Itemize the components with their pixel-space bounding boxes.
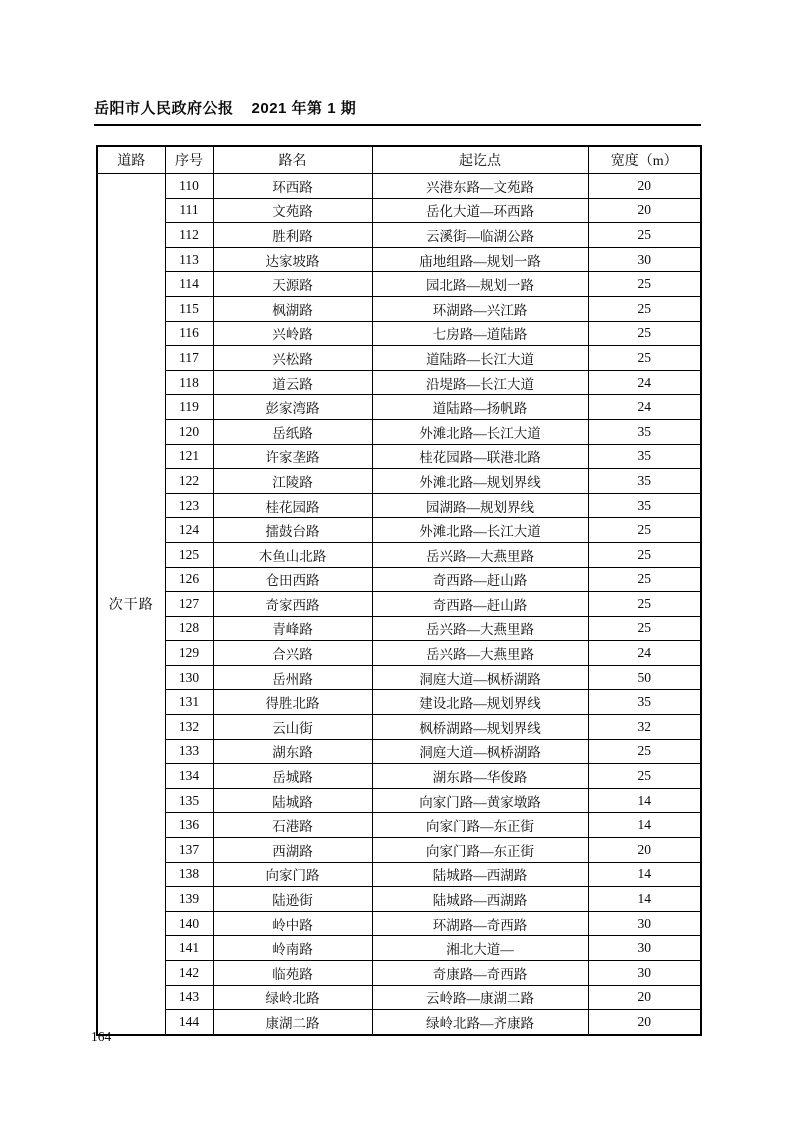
road-extent-cell: 环湖路—奇西路 (372, 911, 588, 936)
road-no-cell: 128 (165, 616, 213, 641)
table-row (97, 419, 701, 444)
road-name-cell: 石港路 (213, 813, 372, 838)
road-no-cell: 141 (165, 936, 213, 961)
road-width-cell: 24 (588, 370, 701, 395)
table-row (97, 198, 701, 223)
road-no-cell: 140 (165, 911, 213, 936)
road-no-cell: 142 (165, 961, 213, 986)
road-width-cell: 20 (588, 198, 701, 223)
road-extent-cell: 道陆路—长江大道 (372, 346, 588, 371)
table-row (97, 296, 701, 321)
road-name-cell: 岳城路 (213, 764, 372, 789)
road-extent-cell: 洞庭大道—枫桥湖路 (372, 739, 588, 764)
page-header (94, 97, 701, 126)
table-row (97, 961, 701, 986)
road-no-cell: 119 (165, 395, 213, 420)
table-row (97, 788, 701, 813)
table-row (97, 567, 701, 592)
table-row (97, 936, 701, 961)
road-no-cell: 113 (165, 247, 213, 272)
road-extent-cell: 岳兴路—大燕里路 (372, 616, 588, 641)
table-row (97, 813, 701, 838)
road-no-cell: 130 (165, 665, 213, 690)
road-extent-cell: 环湖路—兴江路 (372, 296, 588, 321)
table-row (97, 174, 701, 199)
table-row (97, 223, 701, 248)
road-no-cell: 132 (165, 715, 213, 740)
road-name-cell: 彭家湾路 (213, 395, 372, 420)
road-width-cell: 30 (588, 247, 701, 272)
road-no-cell: 111 (165, 198, 213, 223)
road-no-cell: 136 (165, 813, 213, 838)
road-name-cell: 湖东路 (213, 739, 372, 764)
road-category-cell: 次干路 (97, 174, 165, 1035)
road-name-cell: 岳纸路 (213, 419, 372, 444)
road-no-cell: 120 (165, 419, 213, 444)
road-no-cell: 134 (165, 764, 213, 789)
col-header-road: 道路 (97, 146, 165, 174)
road-name-cell: 青峰路 (213, 616, 372, 641)
road-no-cell: 126 (165, 567, 213, 592)
road-extent-cell: 向家门路—黄家墩路 (372, 788, 588, 813)
road-extent-cell: 湘北大道— (372, 936, 588, 961)
table-row (97, 247, 701, 272)
road-name-cell: 临苑路 (213, 961, 372, 986)
road-name-cell: 岭南路 (213, 936, 372, 961)
page-number: 164 (91, 1029, 112, 1044)
col-header-width: 宽度（m） (588, 146, 701, 174)
road-width-cell: 24 (588, 395, 701, 420)
road-width-cell: 30 (588, 911, 701, 936)
road-extent-cell: 兴港东路—文苑路 (372, 174, 588, 199)
table-row (97, 395, 701, 420)
road-no-cell: 137 (165, 838, 213, 863)
road-extent-cell: 园湖路—规划界线 (372, 493, 588, 518)
table-body (97, 174, 701, 1035)
road-extent-cell: 奇西路—赶山路 (372, 592, 588, 617)
road-no-cell: 124 (165, 518, 213, 543)
road-extent-cell: 道陆路—扬帆路 (372, 395, 588, 420)
road-extent-cell: 奇康路—奇西路 (372, 961, 588, 986)
road-width-cell: 25 (588, 764, 701, 789)
road-width-cell: 25 (588, 592, 701, 617)
road-width-cell: 25 (588, 616, 701, 641)
road-name-cell: 兴松路 (213, 346, 372, 371)
road-width-cell: 25 (588, 223, 701, 248)
road-extent-cell: 建设北路—规划界线 (372, 690, 588, 715)
road-extent-cell: 向家门路—东正街 (372, 838, 588, 863)
table-row (97, 542, 701, 567)
road-no-cell: 121 (165, 444, 213, 469)
road-no-cell: 115 (165, 296, 213, 321)
road-no-cell: 135 (165, 788, 213, 813)
road-extent-cell: 园北路—规划一路 (372, 272, 588, 297)
table-row (97, 838, 701, 863)
road-name-cell: 江陵路 (213, 469, 372, 494)
road-extent-cell: 岳化大道—环西路 (372, 198, 588, 223)
road-no-cell: 116 (165, 321, 213, 346)
road-width-cell: 35 (588, 419, 701, 444)
road-width-cell: 50 (588, 665, 701, 690)
table-row (97, 665, 701, 690)
table-row (97, 469, 701, 494)
road-name-cell: 道云路 (213, 370, 372, 395)
road-name-cell: 康湖二路 (213, 1010, 372, 1035)
road-extent-cell: 枫桥湖路—规划界线 (372, 715, 588, 740)
table-row (97, 887, 701, 912)
road-name-cell: 桂花园路 (213, 493, 372, 518)
road-width-cell: 20 (588, 838, 701, 863)
road-name-cell: 绿岭北路 (213, 985, 372, 1010)
road-width-cell: 14 (588, 788, 701, 813)
road-width-cell: 32 (588, 715, 701, 740)
table-row (97, 911, 701, 936)
road-no-cell: 122 (165, 469, 213, 494)
road-extent-cell: 外滩北路—长江大道 (372, 419, 588, 444)
col-header-name: 路名 (213, 146, 372, 174)
road-width-cell: 25 (588, 321, 701, 346)
road-name-cell: 向家门路 (213, 862, 372, 887)
road-extent-cell: 桂花园路—联港北路 (372, 444, 588, 469)
road-no-cell: 139 (165, 887, 213, 912)
road-name-cell: 岭中路 (213, 911, 372, 936)
road-no-cell: 129 (165, 641, 213, 666)
road-width-cell: 20 (588, 985, 701, 1010)
col-header-extent: 起讫点 (372, 146, 588, 174)
road-width-cell: 25 (588, 542, 701, 567)
road-width-cell: 30 (588, 936, 701, 961)
table-row (97, 444, 701, 469)
road-name-cell: 云山街 (213, 715, 372, 740)
road-name-cell: 陆逊街 (213, 887, 372, 912)
road-extent-cell: 庙地组路—规划一路 (372, 247, 588, 272)
road-width-cell: 14 (588, 887, 701, 912)
road-no-cell: 110 (165, 174, 213, 199)
road-no-cell: 123 (165, 493, 213, 518)
table-row (97, 346, 701, 371)
road-width-cell: 35 (588, 469, 701, 494)
road-extent-cell: 陆城路—西湖路 (372, 862, 588, 887)
table-row (97, 321, 701, 346)
table-row (97, 739, 701, 764)
table-row (97, 1010, 701, 1035)
road-extent-cell: 向家门路—东正街 (372, 813, 588, 838)
gazette-title: 岳阳市人民政府公报 (94, 100, 234, 117)
table-row (97, 518, 701, 543)
road-no-cell: 112 (165, 223, 213, 248)
road-no-cell: 117 (165, 346, 213, 371)
road-extent-cell: 云溪街—临湖公路 (372, 223, 588, 248)
col-header-no: 序号 (165, 146, 213, 174)
roads-table (96, 145, 702, 1036)
table-row (97, 715, 701, 740)
road-name-cell: 达家坡路 (213, 247, 372, 272)
road-name-cell: 陆城路 (213, 788, 372, 813)
road-extent-cell: 奇西路—赶山路 (372, 567, 588, 592)
table-row (97, 690, 701, 715)
road-name-cell: 木鱼山北路 (213, 542, 372, 567)
table-row (97, 370, 701, 395)
road-extent-cell: 洞庭大道—枫桥湖路 (372, 665, 588, 690)
road-name-cell: 西湖路 (213, 838, 372, 863)
road-extent-cell: 外滩北路—规划界线 (372, 469, 588, 494)
road-width-cell: 20 (588, 1010, 701, 1035)
road-width-cell: 14 (588, 862, 701, 887)
table-row (97, 985, 701, 1010)
road-extent-cell: 绿岭北路—齐康路 (372, 1010, 588, 1035)
road-name-cell: 文苑路 (213, 198, 372, 223)
road-no-cell: 133 (165, 739, 213, 764)
table-row (97, 641, 701, 666)
road-name-cell: 兴岭路 (213, 321, 372, 346)
road-name-cell: 许家垄路 (213, 444, 372, 469)
road-name-cell: 奇家西路 (213, 592, 372, 617)
road-width-cell: 35 (588, 493, 701, 518)
table-row (97, 862, 701, 887)
gazette-issue: 2021 年第 1 期 (251, 100, 357, 117)
road-no-cell: 144 (165, 1010, 213, 1035)
road-width-cell: 24 (588, 641, 701, 666)
table-row (97, 272, 701, 297)
road-extent-cell: 沿堤路—长江大道 (372, 370, 588, 395)
road-extent-cell: 陆城路—西湖路 (372, 887, 588, 912)
road-name-cell: 环西路 (213, 174, 372, 199)
road-width-cell: 35 (588, 690, 701, 715)
road-width-cell: 25 (588, 346, 701, 371)
road-width-cell: 25 (588, 296, 701, 321)
road-no-cell: 131 (165, 690, 213, 715)
road-extent-cell: 云岭路—康湖二路 (372, 985, 588, 1010)
road-extent-cell: 岳兴路—大燕里路 (372, 542, 588, 567)
road-extent-cell: 外滩北路—长江大道 (372, 518, 588, 543)
road-width-cell: 25 (588, 518, 701, 543)
road-name-cell: 仓田西路 (213, 567, 372, 592)
road-width-cell: 25 (588, 272, 701, 297)
road-width-cell: 14 (588, 813, 701, 838)
road-width-cell: 20 (588, 174, 701, 199)
road-no-cell: 118 (165, 370, 213, 395)
table-row (97, 764, 701, 789)
road-no-cell: 127 (165, 592, 213, 617)
road-name-cell: 合兴路 (213, 641, 372, 666)
road-width-cell: 25 (588, 739, 701, 764)
road-no-cell: 125 (165, 542, 213, 567)
road-width-cell: 35 (588, 444, 701, 469)
road-name-cell: 胜利路 (213, 223, 372, 248)
road-no-cell: 143 (165, 985, 213, 1010)
table-row (97, 493, 701, 518)
road-name-cell: 枫湖路 (213, 296, 372, 321)
road-width-cell: 30 (588, 961, 701, 986)
road-extent-cell: 湖东路—华俊路 (372, 764, 588, 789)
road-name-cell: 天源路 (213, 272, 372, 297)
road-name-cell: 擂鼓台路 (213, 518, 372, 543)
road-extent-cell: 七房路—道陆路 (372, 321, 588, 346)
road-no-cell: 114 (165, 272, 213, 297)
road-name-cell: 岳州路 (213, 665, 372, 690)
road-name-cell: 得胜北路 (213, 690, 372, 715)
road-no-cell: 138 (165, 862, 213, 887)
road-width-cell: 25 (588, 567, 701, 592)
table-header-row (97, 146, 701, 174)
road-extent-cell: 岳兴路—大燕里路 (372, 641, 588, 666)
table-row (97, 616, 701, 641)
table-row (97, 592, 701, 617)
